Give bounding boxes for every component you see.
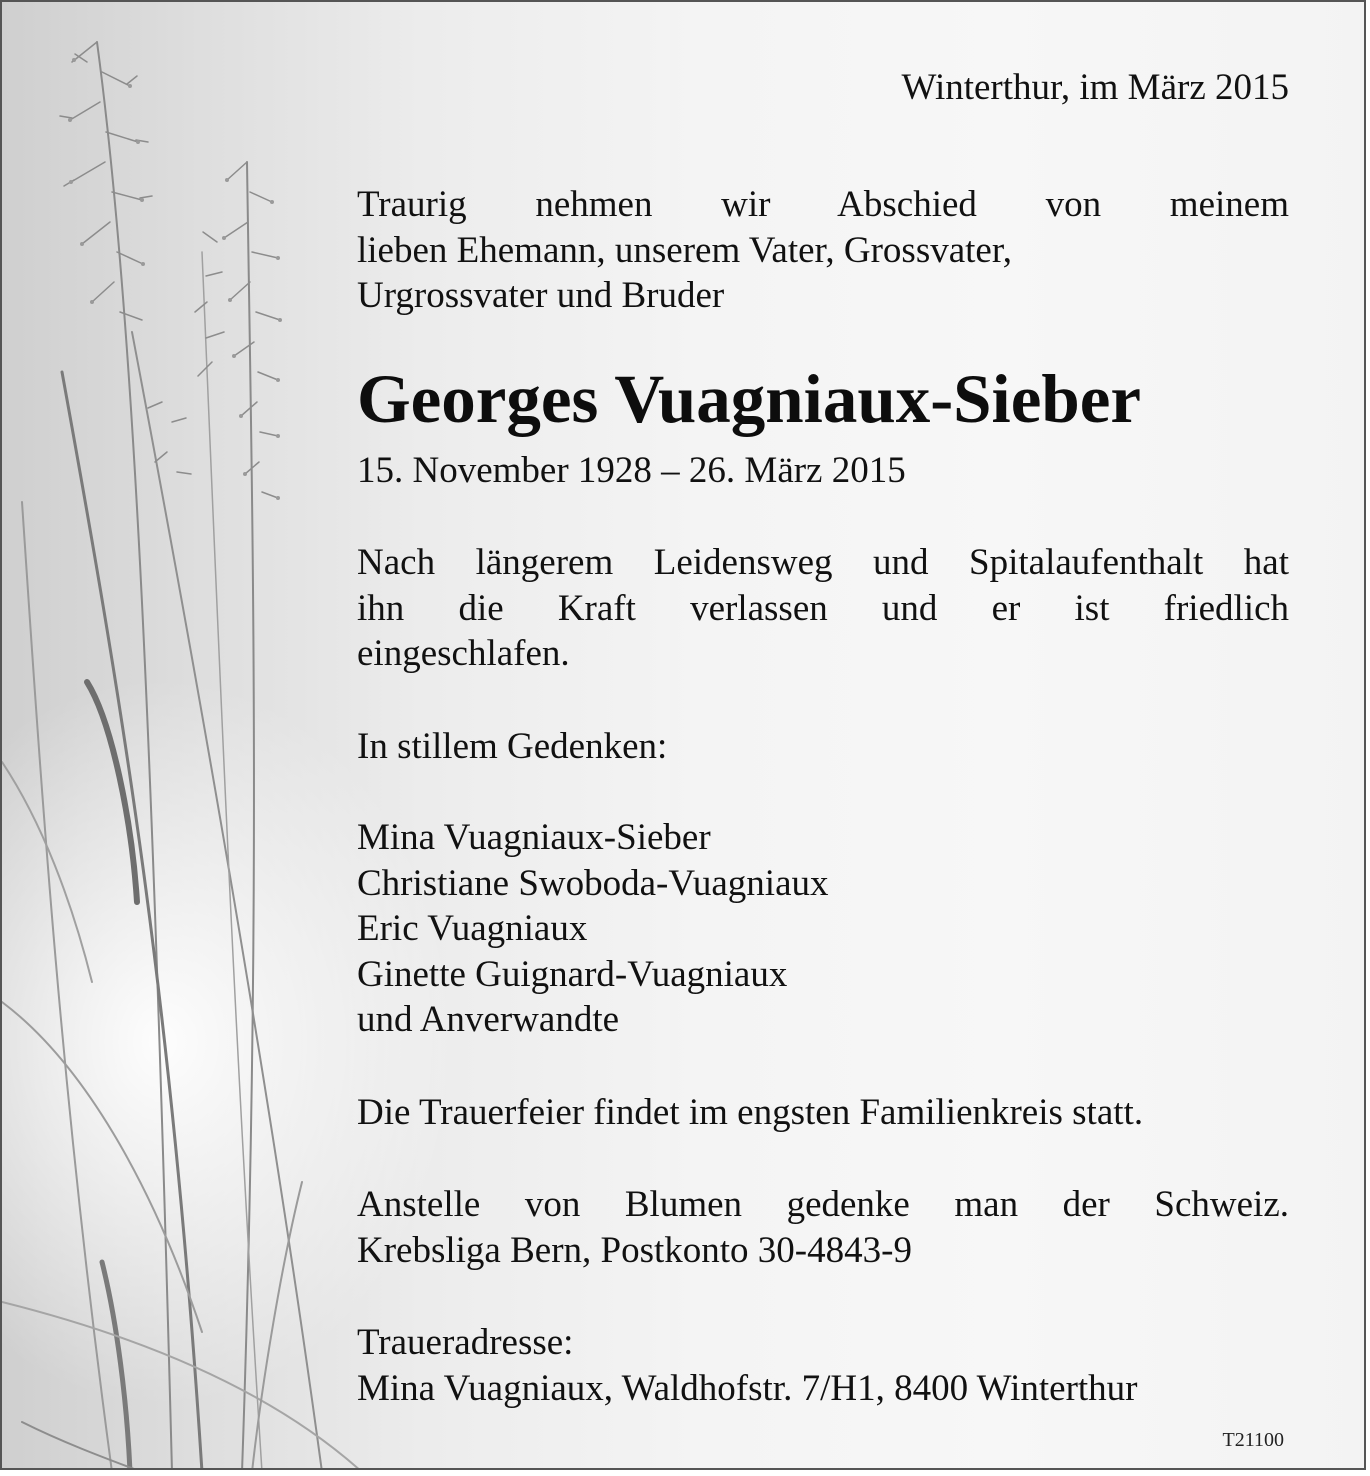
message-line-3: eingeschlafen.	[357, 633, 570, 674]
address-line: Mina Vuagniaux, Waldhofstr. 7/H1, 8400 Winterthur	[357, 1367, 1138, 1409]
mourner-item: Mina Vuagniaux-Sieber	[357, 817, 711, 858]
intro-line-1: Traurig nehmen wir Abschied von meinem	[357, 184, 1289, 225]
donation-line-2: Krebsliga Bern, Postkonto 30-4843-9	[357, 1229, 912, 1271]
mourner-item: Ginette Guignard-Vuagniaux	[357, 953, 788, 995]
life-dates: 15. November 1928 – 26. März 2015	[357, 450, 906, 491]
message-line-2: ihn die Kraft verlassen und er ist friedlich	[357, 587, 1289, 629]
message-text	[357, 540, 1289, 677]
mourner-item: Christiane Swoboda-Vuagniaux	[357, 862, 829, 904]
message-line-1: Nach längerem Leidensweg und Spitalaufenthalt hat	[357, 542, 1289, 583]
remembrance-heading: In stillem Gedenken:	[357, 726, 668, 767]
intro-line-2: lieben Ehemann, unserem Vater, Grossvater,	[357, 229, 1012, 271]
intro-line-3: Urgrossvater und Bruder	[357, 275, 725, 316]
mourner-item: Eric Vuagniaux	[357, 908, 588, 949]
place-date: Winterthur, im März 2015	[901, 67, 1289, 108]
reference-code: T21100	[1222, 1429, 1284, 1451]
mourners-list	[357, 815, 1289, 1043]
ceremony-text: Die Trauerfeier findet im engsten Familienkreis statt.	[357, 1092, 1144, 1133]
deceased-name: Georges Vuagniaux-Sieber	[357, 361, 1141, 437]
donation-text	[357, 1182, 1289, 1273]
mourner-item: und Anverwandte	[357, 999, 620, 1040]
address-heading: Traueradresse:	[357, 1322, 574, 1363]
intro-text	[357, 182, 1289, 319]
donation-line-1: Anstelle von Blumen gedenke man der Schweiz.	[357, 1184, 1289, 1225]
mourning-address	[357, 1320, 1289, 1411]
